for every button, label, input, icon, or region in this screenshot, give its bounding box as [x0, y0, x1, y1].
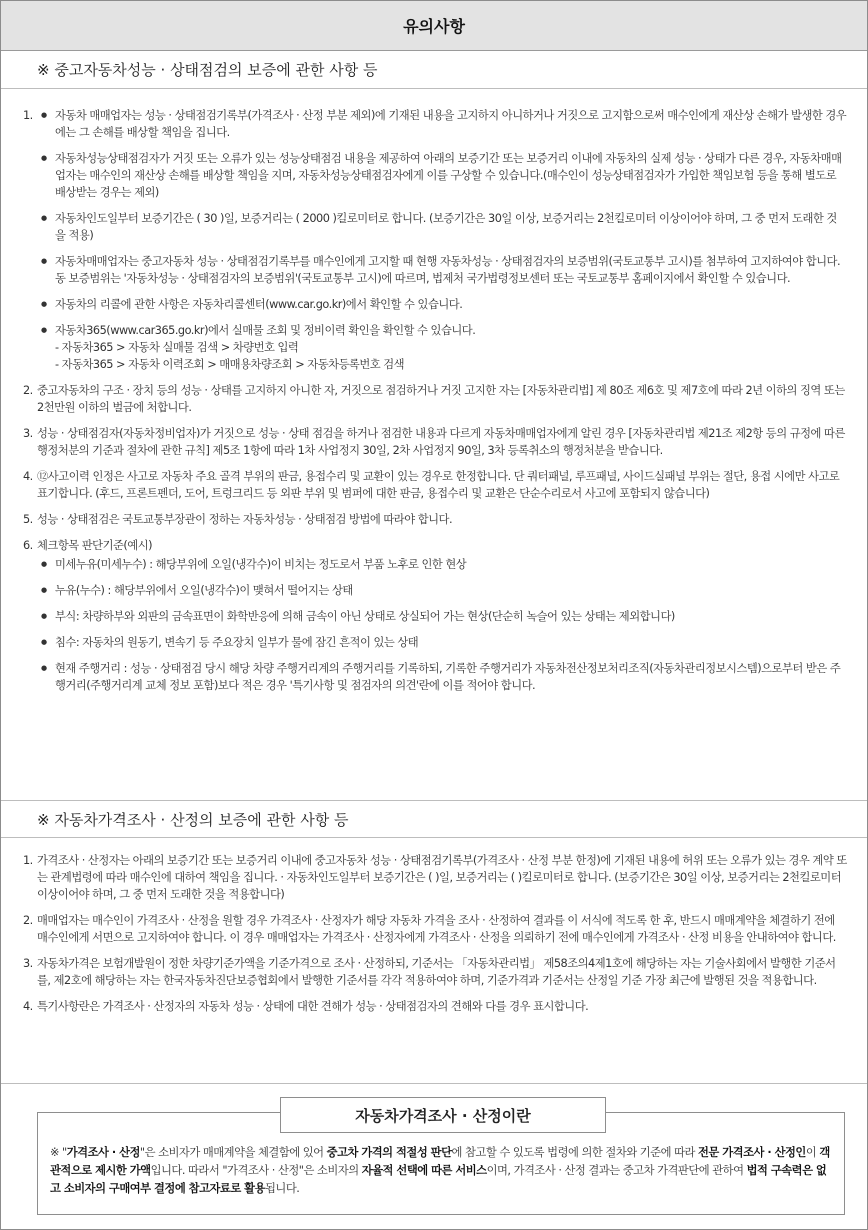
section-performance: [1, 89, 867, 694]
list-item: [23, 468, 847, 502]
bullet-item: ● 자동차의 리콜에 관한 사항은 자동차리콜센터(www.car.go.kr)에서 확인할 수 있습니다.: [37, 296, 847, 313]
item-text: 자동차가격은 보험개발원이 정한 차량기준가액을 기준가격으로 조사 · 산정하되, 기준서는 「자동차관리법」 제58조의4제1호에 해당하는 자는 기술사회에서 발행한 기준서를, 제2호에 해당하는 자는 한국자동차진단보증협회에서 발행한 기준서를 각각 적용하여야 하며, 기준가격과 기준서는 산정일 기준 가장 최근에 발행된 것을 적용합니다.: [37, 957, 836, 987]
box-text-bold: 객관적으로 제시한 가액: [50, 1146, 830, 1177]
list-item: [23, 537, 847, 694]
section-title-performance: ※ 중고자동차성능 · 상태점검의 보증에 관한 사항 등: [1, 51, 867, 89]
box-text-part: 이: [805, 1146, 820, 1159]
item-text: 중고자동차의 구조 · 장치 등의 성능 · 상태를 고지하지 아니한 자, 거짓으로 점검하거나 거짓 고지한 자는 [자동차관리법] 제 80조 제6호 및 제7호에 따라 2년 이하의 징역 또는 2천만원 이하의 벌금에 처합니다.: [37, 384, 845, 414]
bullet-item: ● 자동차매매업자는 중고자동차 성능 · 상태점검기록부를 매수인에게 고지할 때 현행 자동차성능 · 상태점검자의 보증범위(국토교통부 고시)를 첨부하여 고지하여야 합니다. 동 보증범위는 '자동차성능 · 상태점검자의 보증범위'(국토교통부 고시)에 따르며, 법제처 국가법령정보센터 또는 국토교통부 홈페이지에서 확인할 수 있습니다.: [37, 253, 847, 287]
bullet-item: ● 침수: 자동차의 원동기, 변속기 등 주요장치 일부가 물에 잠긴 흔적이 있는 상태: [37, 634, 847, 651]
page-title: 유의사항: [403, 17, 465, 36]
bullet-item: ● 자동차인도일부터 보증기간은 ( 30 )일, 보증거리는 ( 2000 )킬로미터로 합니다. (보증기간은 30일 이상, 보증거리는 2천킬로미터 이상이어야 하며, 그 중 먼저 도래한 것을 적용): [37, 210, 847, 244]
list-item: [23, 852, 847, 903]
item-number: 1.: [23, 109, 33, 122]
bullet-item: ● 자동차 매매업자는 성능 · 상태점검기록부(가격조사 · 산정 부분 제외)에 기재된 내용을 고지하지 아니하거나 거짓으로 고지함으로써 매수인에게 재산상 손해가 발생한 경우에는 그 손해를 배상할 책임을 집니다.: [37, 107, 847, 141]
box-text-part: 에 참고할 수 있도록 법령에 의한 절차와 기준에 따라: [451, 1146, 699, 1159]
item-text: 성능 · 상태점검자(자동차정비업자)가 거짓으로 성능 · 상태 점검을 하거나 점검한 내용과 다르게 자동차매매업자에게 알린 경우 [자동차관리법 제21조 제2항 등의 규정에 따른 행정처분의 기준과 절차에 관한 규칙] 제5조 1항에 따라 1차 사업정지 30일, 2차 사업정지 90일, 3차 등록취소의 행정처분을 받습니다.: [37, 427, 845, 457]
item-number: 4.: [23, 1000, 33, 1013]
item-number: 3.: [23, 427, 33, 440]
box-text-part: ※ ": [50, 1146, 67, 1159]
box-text-part: 이며, 가격조사 · 산정 결과는 중고차 가격판단에 관하여: [486, 1164, 747, 1177]
list-item: [23, 382, 847, 416]
header-bar: [1, 1, 867, 51]
item-text: 체크항목 판단기준(예시): [37, 539, 153, 552]
item-text: 가격조사 · 산정자는 아래의 보증기간 또는 보증거리 이내에 중고자동차 성능 · 상태점검기록부(가격조사 · 산정 부분 한정)에 기재된 내용에 허위 또는 오류가 있는 경우 계약 또는 관계법령에 따라 매수인에 대하여 책임을 집니다. · 자동차인도일부터 보증기간은 ( )일, 보증거리는 ( )킬로미터로 합니다. (보증기간은 30일 이상, 보증거리는 2천킬로미터 이상이어야 하며, 그 중 먼저 도래한 것을 적용합니다): [37, 854, 847, 901]
bullet-item: ● 부식: 차량하부와 외판의 금속표면이 화학반응에 의해 금속이 아닌 상태로 상실되어 가는 현상(단순히 녹슬어 있는 상태는 제외합니다): [37, 608, 847, 625]
box-title: 자동차가격조사 · 산정이란: [280, 1097, 606, 1133]
box-text-bold: 자율적 선택에 따른 서비스: [361, 1164, 487, 1177]
item-number: 2.: [23, 384, 33, 397]
item-number: 4.: [23, 470, 33, 483]
bullet-item: ● 자동차성능상태점검자가 거짓 또는 오류가 있는 성능상태점검 내용을 제공하여 아래의 보증기간 또는 보증거리 이내에 자동차의 실제 성능 · 상태가 다른 경우, 자동차매매업자는 매수인의 재산상 손해를 배상할 책임을 지며, 자동차성능상태점검자에게 이를 구상할 수 있습니다.(매수인이 성능상태점검자가 가입한 책임보험 등을 통해 별도로 배상받는 경우는 제외): [37, 150, 847, 201]
item-text: 성능 · 상태점검은 국토교통부장관이 정하는 자동차성능 · 상태점검 방법에 따라야 합니다.: [37, 513, 453, 526]
box-text-bold: 중고차 가격의 적절성 판단: [326, 1146, 452, 1159]
box-text-bold: 가격조사 · 산정: [66, 1146, 140, 1159]
section-price: [1, 838, 867, 1024]
section-title-price: ※ 자동차가격조사 · 산정의 보증에 관한 사항 등: [1, 800, 867, 838]
item-text: ⑫사고이력 인정은 사고로 자동차 주요 골격 부위의 판금, 용접수리 및 교환이 있는 경우로 한정합니다. 단 쿼터패널, 루프패널, 사이드실패널 부위는 절단, 용접 시에만 사고로 표기합니다. (후드, 프론트펜더, 도어, 트렁크리드 등 외판 부위 및 범퍼에 대한 판금, 용접수리 및 교환은 단순수리로서 사고에 포함되지 않습니다): [37, 470, 840, 500]
list-item: [23, 912, 847, 946]
bullet-item: ● 누유(누수) : 해당부위에서 오일(냉각수)이 맺혀서 떨어지는 상태: [37, 582, 847, 599]
item-number: 2.: [23, 914, 33, 927]
list-item: [23, 955, 847, 989]
item-number: 6.: [23, 539, 33, 552]
bullet-item: ● 미세누유(미세누수) : 해당부위에 오일(냉각수)이 비치는 정도로서 부품 노후로 인한 현상: [37, 556, 847, 573]
list-item: [23, 998, 847, 1015]
item-number: 1.: [23, 854, 33, 867]
list-item: [23, 425, 847, 459]
box-text-part: 입니다. 따라서 "가격조사 · 산정"은 소비자의: [150, 1164, 362, 1177]
bullet-item: ● 자동차365(www.car365.go.kr)에서 실매물 조회 및 정비이력 확인을 확인할 수 있습니다. - 자동차365 > 자동차 실매물 검색 > 차량번호 입력 - 자동차365 > 자동차 이력조회 > 매매용차량조회 > 자동차등록번호 검색: [37, 322, 847, 373]
list-item: [23, 511, 847, 528]
item-text: 매매업자는 매수인이 가격조사 · 산정을 원할 경우 가격조사 · 산정자가 해당 자동차 가격을 조사 · 산정하여 결과를 이 서식에 적도록 한 후, 반드시 매매계약을 체결하기 전에 매수인에게 서면으로 고지하여야 합니다. 이 경우 매매업자는 가격조사 · 산정자에게 가격조사 · 산정을 의뢰하기 전에 매수인에게 가격조사 · 산정 비용을 안내하여야 합니다.: [37, 914, 836, 944]
box-text-bold: 전문 가격조사 · 산정인: [698, 1146, 806, 1159]
box-text-part: 됩니다.: [265, 1182, 300, 1195]
box-text: [50, 1144, 832, 1198]
list-item: [23, 107, 847, 373]
bullet-item: ● 현재 주행거리 : 성능 · 상태점검 당시 해당 차량 주행거리계의 주행거리를 기록하되, 기록한 주행거리가 자동차전산정보처리조직(자동차관리정보시스템)으로부터 받은 주행거리(주행거리계 교체 정보 포함)보다 적은 경우 '특기사항 및 점검자의 의견'란에 이를 적어야 합니다.: [37, 660, 847, 694]
item-text: 특기사항란은 가격조사 · 산정자의 자동차 성능 · 상태에 대한 견해가 성능 · 상태점검자의 견해와 다를 경우 표시합니다.: [37, 1000, 589, 1013]
item-number: 5.: [23, 513, 33, 526]
box-text-part: "은 소비자가 매매계약을 체결함에 있어: [139, 1146, 327, 1159]
divider: [1, 1083, 867, 1084]
item-number: 3.: [23, 957, 33, 970]
box-text-bold: 법적 구속력은 없고 소비자의 구매여부 결정에 참고자료로 활용: [50, 1164, 827, 1195]
price-definition-box: [37, 1106, 845, 1215]
